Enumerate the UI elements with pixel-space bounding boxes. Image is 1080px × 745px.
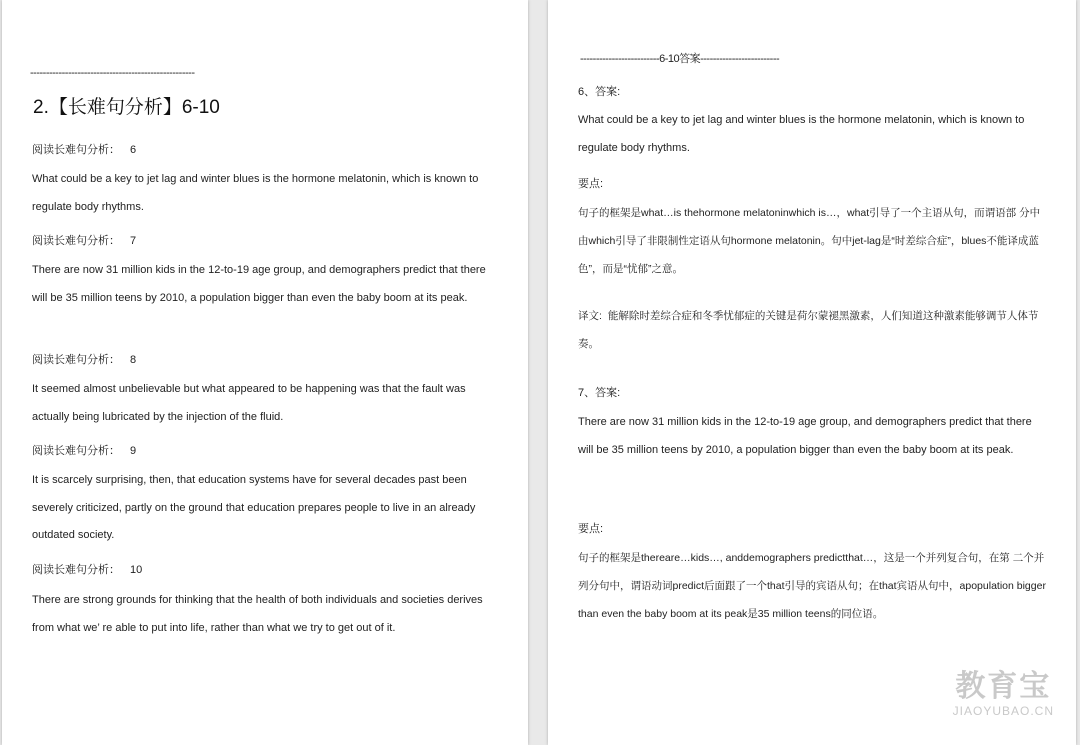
watermark-main: 教育宝 [955, 670, 1052, 703]
section-title: 2.【长难句分析】6-10 [33, 97, 220, 118]
item-number: 10 [130, 564, 143, 576]
sentence-7: There are now 31 million kids in the 12-to-19 age group, and demographers predict that there will be 35 million teens by 2010, a population bigger than even the baby boom at its peak. [32, 264, 486, 304]
sentence-8: It seemed almost unbelievable but what appeared to be happening was that the fault was actually being lubricated by the injection of the fluid. [32, 383, 466, 423]
item-number: 9 [130, 445, 137, 457]
answer-7-text: There are now 31 million kids in the 12-to-19 age group, and demographers predict that there will be 35 million teens by 2010, a population bigger than even the baby boom at its peak. [578, 416, 1032, 456]
item-number: 6 [130, 144, 137, 156]
keypoint-7-label: 要点: [578, 523, 604, 535]
item-label [32, 561, 142, 577]
keypoint-7-text: 句子的框架是thereare…kids…, anddemographers predictthat…，这是一个并列复合句，在第 二个并列分句中，谓语动词predict后面跟了一个that引导的宾语从句；在that宾语从句中，apopulation bigger than even the baby boom at its peak是35 million teens的同位语。 [578, 552, 1046, 620]
sentence-10: There are strong grounds for thinking that the health of both individuals and societies derives from what we’ re able to put into life, rather than what we try to get out of it. [32, 594, 483, 634]
left-page [2, 0, 528, 745]
label-text: 阅读长难句分析： [32, 354, 120, 366]
answer-header: -------------------------6-10答案------------------------- [580, 53, 780, 65]
translation-label: 译文: [578, 310, 602, 322]
translation-6 [578, 302, 1048, 358]
item-label [32, 442, 136, 458]
item-label [32, 232, 136, 248]
answer-6-text: What could be a key to jet lag and winter blues is the hormone melatonin, which is known to regulate body rhythms. [578, 114, 1025, 154]
label-text: 阅读长难句分析： [32, 235, 120, 247]
item-label [32, 141, 136, 157]
item-number: 7 [130, 235, 137, 247]
watermark-sub: JIAOYUBAO.CN [952, 704, 1054, 718]
keypoint-6-text: 句子的框架是what…is thehormone melatoninwhich is…，what引导了一个主语从句，而谓语部 分中由which引导了非限制性定语从句hormone melatonin。句中jet-lag是“时差综合症”，blues不能译成蓝色”，而是“忧郁”之意。 [578, 207, 1041, 275]
sentence-9: It is scarcely surprising, then, that education systems have for several decades past been severely criticized, partly on the ground that education prepares people to live in an already outdated society. [32, 474, 476, 541]
label-text: 阅读长难句分析： [32, 445, 120, 457]
answer-7-label: 7、答案: [578, 387, 621, 399]
answer-6-label: 6、答案: [578, 86, 621, 98]
keypoint-6-label: 要点: [578, 178, 604, 190]
translation-text: 能解除时差综合症和冬季忧郁症的关键是荷尔蒙褪黑激素，人们知道这种激素能够调节人体节奏。 [578, 310, 1039, 350]
label-text: 阅读长难句分析： [32, 564, 120, 576]
label-text: 阅读长难句分析： [32, 144, 120, 156]
sentence-6: What could be a key to jet lag and winter blues is the hormone melatonin, which is known to regulate body rhythms. [32, 173, 479, 213]
top-rule: ---------------------------------------------------- [30, 67, 195, 79]
item-label [32, 351, 136, 367]
item-number: 8 [130, 354, 137, 366]
right-page [548, 0, 1076, 745]
